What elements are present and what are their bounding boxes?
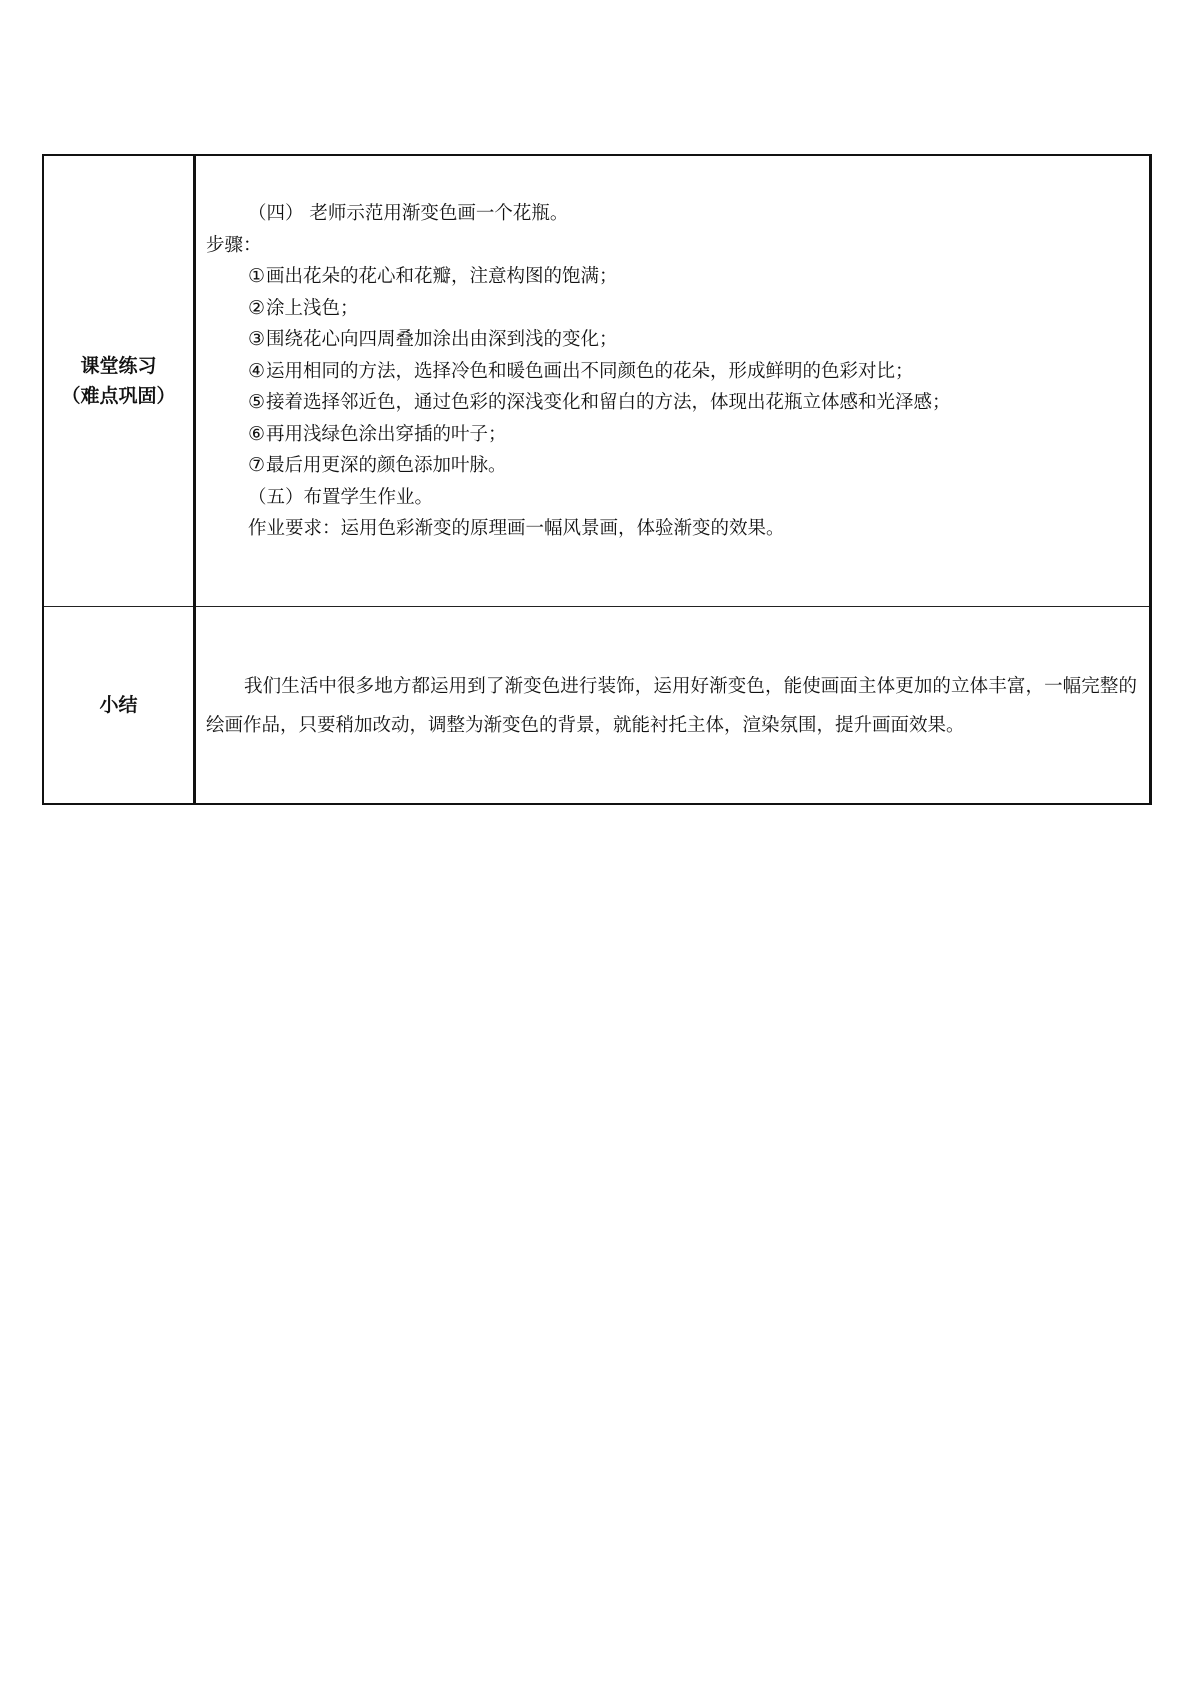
step-text: 围绕花心向四周叠加涂出由深到浅的变化；: [266, 329, 618, 350]
step-text: 再用浅绿色涂出穿插的叶子；: [266, 423, 507, 445]
step-text: 最后用更深的颜色添加叶脉。: [266, 455, 507, 476]
step-item: [206, 450, 1137, 482]
summary-text: 我们生活中很多地方都运用到了渐变色进行装饰，运用好渐变色，能使画面主体更加的立体丰富，一幅完整的绘画作品，只要稍加改动，调整为渐变色的背景，就能衬托主体，渲染氛围，提升画面效果。: [206, 675, 1137, 736]
step-marker: ④: [248, 359, 266, 382]
practice-content-cell: [195, 155, 1151, 606]
steps-title: 步骤：: [206, 234, 262, 256]
step-marker: ⑦: [248, 454, 266, 476]
practice-label-line1: 课堂练习: [80, 354, 157, 377]
step-item: [206, 293, 1137, 325]
assignment-requirement: 作业要求：运用色彩渐变的原理画一幅风景画，体验渐变的效果。: [248, 518, 785, 539]
step-item: [206, 419, 1137, 451]
practice-label-cell: [43, 155, 195, 606]
step-marker: ③: [248, 328, 266, 350]
step-text: 运用相同的方法，选择冷色和暖色画出不同颜色的花朵，形成鲜明的色彩对比；: [266, 360, 914, 382]
step-marker: ⑥: [248, 422, 266, 445]
step-item: [206, 387, 1137, 419]
step-marker: ①: [248, 265, 266, 287]
summary-label: 小结: [99, 693, 138, 716]
practice-content: [196, 156, 1149, 545]
assignment-heading: （五）布置学生作业。: [248, 486, 434, 508]
step-item: [206, 324, 1137, 356]
step-item: [206, 356, 1137, 388]
step-text: 接着选择邻近色，通过色彩的深浅变化和留白的方法，体现出花瓶立体感和光泽感；: [266, 392, 951, 413]
step-item: [206, 261, 1137, 293]
step-marker: ②: [248, 296, 266, 319]
practice-label-line2: （难点巩固）: [61, 384, 176, 407]
summary-content-cell: [195, 606, 1151, 804]
step-marker: ⑤: [248, 391, 266, 413]
summary-row: [43, 606, 1151, 804]
step-text: 涂上浅色；: [266, 297, 359, 319]
summary-label-cell: [43, 606, 195, 804]
demo-heading: （四） 老师示范用渐变色画一个花瓶。: [248, 203, 569, 224]
lesson-plan-table: [42, 154, 1152, 805]
step-text: 画出花朵的花心和花瓣，注意构图的饱满；: [266, 266, 618, 287]
practice-row: [43, 155, 1151, 606]
